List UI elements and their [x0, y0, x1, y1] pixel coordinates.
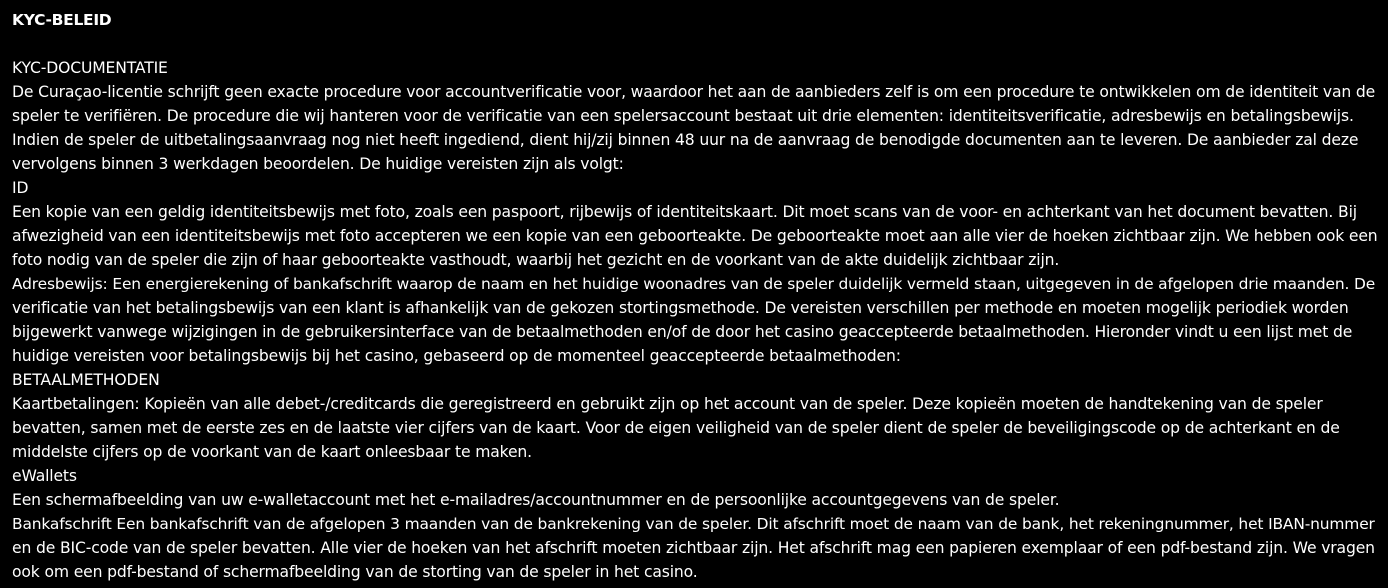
page-title: KYC-BELEID	[12, 11, 112, 29]
paragraph-line: verificatie van het betalingsbewijs van een klant is afhankelijk van de gekozen stortingsmethode. De vereisten verschillen per methode en moeten mogelijk periodiek worden	[12, 299, 1349, 317]
paragraph-line: Adresbewijs: Een energierekening of bankafschrift waarop de naam en het huidige woonadres van de speler duidelijk vermeld staan, uitgegeven in de afgelopen drie maanden. De	[12, 275, 1376, 293]
paragraph-line: Indien de speler de uitbetalingsaanvraag nog niet heeft ingediend, dient hij/zij binnen 48 uur na de aanvraag de benodigde documenten aan te leveren. De aanbieder zal deze	[12, 131, 1359, 149]
section-heading-payment-methods: BETAALMETHODEN	[12, 371, 160, 389]
paragraph-line: foto nodig van de speler die zijn of haar geboorteakte vasthoudt, waarbij het gezicht en de voorkant van de akte duidelijk zichtbaar zijn.	[12, 251, 1060, 269]
paragraph-line: bijgewerkt vanwege wijzigingen in de gebruikersinterface van de betaalmethoden en/of de door het casino geaccepteerde betaalmethoden. Hieronder vindt u een lijst met de	[12, 323, 1353, 341]
paragraph-line: afwezigheid van een identiteitsbewijs met foto accepteren we een kopie van een geboorteakte. De geboorteakte moet aan alle vier de hoeken zichtbaar zijn. We hebben ook een	[12, 227, 1378, 245]
policy-content	[12, 56, 1380, 584]
paragraph-line: ook om een pdf-bestand of schermafbeelding van de storting van de speler in het casino.	[12, 563, 698, 581]
paragraph-line: Bankafschrift Een bankafschrift van de afgelopen 3 maanden van de bankrekening van de speler. Dit afschrift moet de naam van de bank, het rekeningnummer, het IBAN-nummer	[12, 515, 1375, 533]
paragraph-line: middelste cijfers op de voorkant van de kaart onleesbaar te maken.	[12, 443, 532, 461]
paragraph-line: vervolgens binnen 3 werkdagen beoordelen. De huidige vereisten zijn als volgt:	[12, 155, 624, 173]
paragraph-line: De Curaçao-licentie schrijft geen exacte procedure voor accountverificatie voor, waardoor het aan de aanbieders zelf is om een procedure te ontwikkelen om de identiteit van de	[12, 83, 1376, 101]
paragraph-line: bevatten, samen met de eerste zes en de laatste vier cijfers van de kaart. Voor de eigen veiligheid van de speler dient de speler de beveiligingscode op de achterkant en de	[12, 419, 1340, 437]
paragraph-line: en de BIC-code van de speler bevatten. Alle vier de hoeken van het afschrift moeten zichtbaar zijn. Het afschrift mag een papieren exemplaar of een pdf-bestand zijn. We vragen	[12, 539, 1375, 557]
paragraph-line: speler te verifiëren. De procedure die wij hanteren voor de verificatie van een spelersaccount bestaat uit drie elementen: identiteitsverificatie, adresbewijs en betalingsbewijs.	[12, 107, 1354, 125]
kyc-policy-page	[12, 8, 1380, 584]
section-heading-ewallets: eWallets	[12, 467, 77, 485]
paragraph-line: Een kopie van een geldig identiteitsbewijs met foto, zoals een paspoort, rijbewijs of identiteitskaart. Dit moet scans van de voor- en achterkant van het document bevatten. Bij	[12, 203, 1357, 221]
paragraph-line: huidige vereisten voor betalingsbewijs bij het casino, gebaseerd op de momenteel geaccepteerde betaalmethoden:	[12, 347, 901, 365]
paragraph-line: Een schermafbeelding van uw e-walletaccount met het e-mailadres/accountnummer en de persoonlijke accountgegevens van de speler.	[12, 491, 1060, 509]
section-heading-kyc-documentation: KYC-DOCUMENTATIE	[12, 59, 168, 77]
paragraph-line: Kaartbetalingen: Kopieën van alle debet-/creditcards die geregistreerd en gebruikt zijn op het account van de speler. Deze kopieën moeten de handtekening van de speler	[12, 395, 1323, 413]
section-heading-id: ID	[12, 179, 29, 197]
